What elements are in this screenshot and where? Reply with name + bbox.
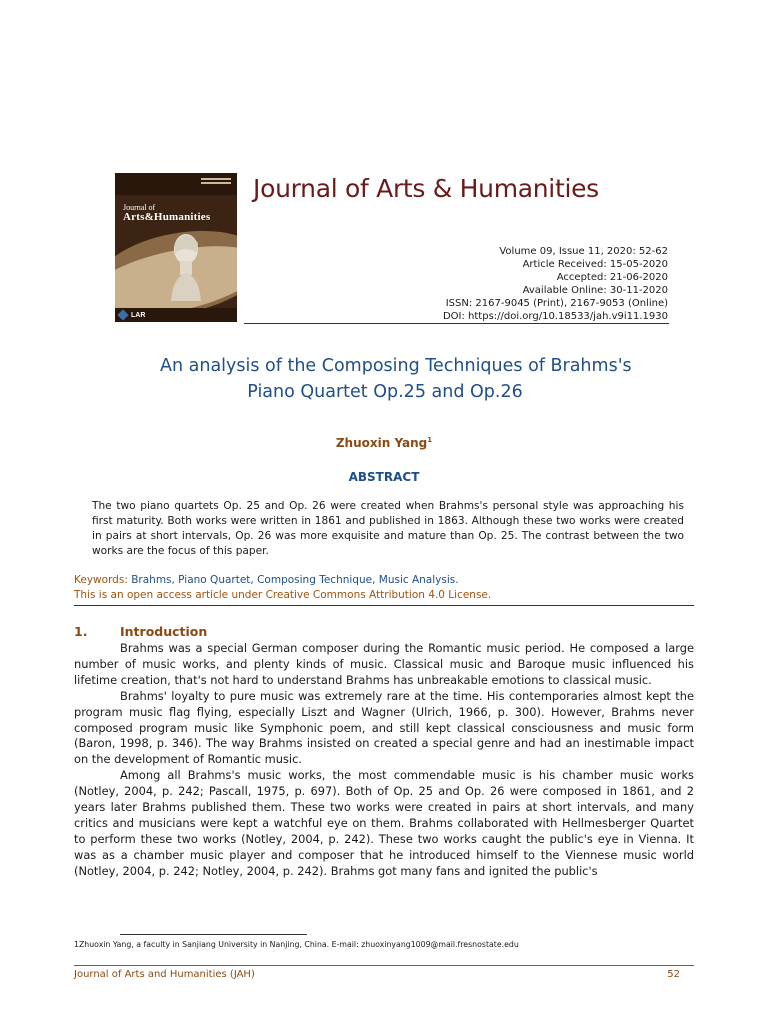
header-divider	[244, 323, 669, 324]
meta-doi[interactable]: DOI: https://doi.org/10.18533/jah.v9i11.1930	[442, 311, 668, 322]
footer-journal-name: Journal of Arts and Humanities (JAH)	[74, 969, 255, 980]
keywords-value: Brahms, Piano Quartet, Composing Technique, Music Analysis.	[131, 574, 459, 586]
meta-accepted: Accepted: 21-06-2020	[556, 272, 668, 283]
keywords-block	[74, 573, 491, 603]
sculpture-bust-icon	[167, 229, 205, 301]
abstract-text: The two piano quartets Op. 25 and Op. 26 were created when Brahms's personal style was approaching his first maturity. Both works were written in 1861 and published in 1863. Although these two works were created in pairs at short intervals, Op. 26 was more exquisite and mature than Op. 25. The contrast between the two works are the focus of this paper.	[92, 500, 684, 557]
section-number: 1.	[74, 624, 88, 639]
paragraph: Among all Brahms's music works, the most commendable music is his chamber music works (Notley, 2004, p. 242; Pascall, 1975, p. 697). Both of Op. 25 and Op. 26 were composed in 1861, and 2 years later Brahms published them. These two works were created in pairs at short intervals, and many critics and musicians were kept a watchful eye on them. Brahms collaborated with Hellmesberger Quartet to perform these two works (Notley, 2004, p. 242). These two works caught the public's eye in Vienna. It was as a chamber music player and composer that he introduced himself to the Viennese music world (Notley, 2004, p. 242; Notley, 2004, p. 242). Brahms got many fans and ignited the public's	[74, 768, 694, 878]
cover-title-big: Arts&Humanities	[123, 211, 211, 223]
author-name-text: Zhuoxin Yang	[335, 436, 428, 450]
footnote-divider	[120, 934, 307, 935]
paragraph: Brahms was a special German composer during the Romantic music period. He composed a large number of music works, and plenty kinds of music. Classical music and Baroque music influenced his lifetime creation, that's not hard to understand Brahms has unbreakable emotions to classical music.	[74, 641, 694, 687]
meta-received: Article Received: 15-05-2020	[522, 259, 668, 270]
page-number: 52	[667, 969, 680, 980]
section-heading	[74, 624, 207, 639]
paragraph: Brahms' loyalty to pure music was extremely rare at the time. His contemporaries almost kept the program music flag flying, especially Liszt and Wagner (Ulrich, 1966, p. 300). However, Brahms never composed program music like Symphonic poem, and still kept classical consciousness and music form (Baron, 1998, p. 346). The way Brahms insisted on created a special genre and had an inestimable impact on the development of Romantic music.	[74, 688, 694, 767]
footnote: 1Zhuoxin Yang, a faculty in Sanjiang University in Nanjing, China. E-mail: zhuoxinyang1009@mail.fresnostate.edu	[74, 940, 519, 949]
license-note: This is an open access article under Creative Commons Attribution 4.0 License.	[74, 589, 492, 601]
journal-cover-image	[115, 173, 237, 322]
article-meta	[443, 245, 668, 323]
publisher-logo-text: LAR	[131, 312, 146, 319]
meta-online: Available Online: 30-11-2020	[522, 285, 668, 296]
author-name	[0, 436, 768, 450]
keywords-divider	[74, 605, 694, 606]
meta-volume: Volume 09, Issue 11, 2020: 52-62	[499, 246, 668, 257]
cover-top-band	[115, 173, 237, 195]
article-title	[100, 353, 670, 405]
body-text	[74, 641, 694, 880]
keywords-label: Keywords:	[74, 574, 132, 586]
meta-issn: ISSN: 2167-9045 (Print), 2167-9053 (Online)	[445, 298, 668, 309]
footer-divider	[74, 965, 694, 966]
journal-title: Journal of Arts & Humanities	[253, 174, 599, 203]
abstract-heading: ABSTRACT	[348, 470, 420, 484]
author-footnote-mark[interactable]: 1	[427, 436, 433, 444]
cover-title-small: Journal of	[123, 203, 156, 212]
section-title: Introduction	[120, 624, 208, 639]
publisher-logo-icon	[117, 309, 128, 320]
article-title-line-1: An analysis of the Composing Techniques of Brahms's	[160, 356, 632, 376]
article-title-line-2: Piano Quartet Op.25 and Op.26	[247, 382, 523, 402]
